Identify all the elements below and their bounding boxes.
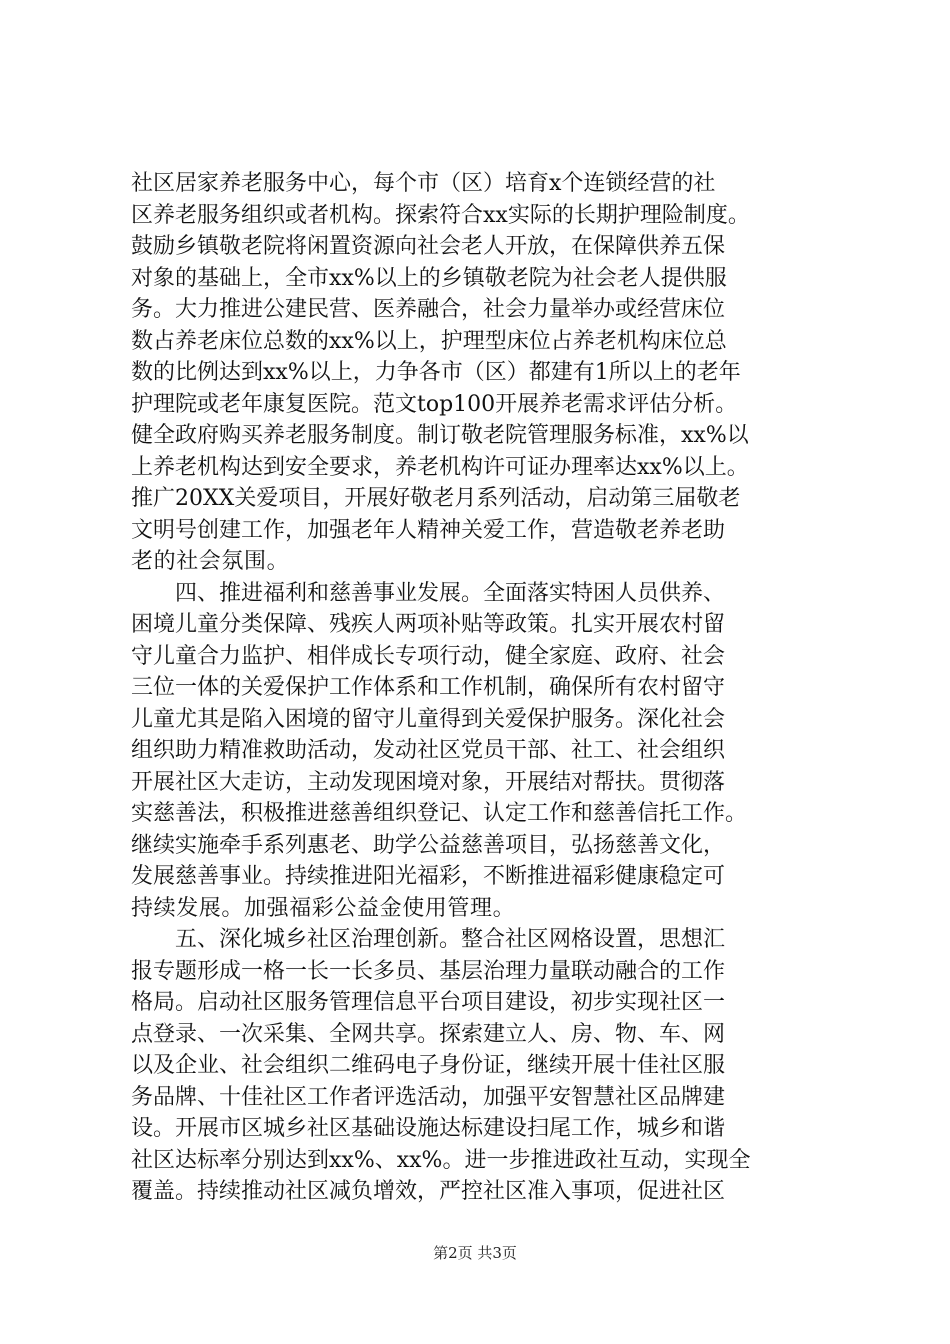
text-line: 实慈善法，积极推进慈善组织登记、认定工作和慈善信托工作。	[131, 801, 748, 826]
text-line: 持续发展。加强福彩公益金使用管理。	[131, 895, 516, 921]
text-line: 报专题形成一格一长一长多员、基层治理力量联动融合的工作	[131, 958, 726, 984]
text-line: 设。开展市区城乡社区基础设施达标建设扫尾工作，城乡和谐	[131, 1116, 726, 1141]
text-line: 儿童尤其是陷入困境的留守儿童得到关爱保护服务。深化社会	[131, 706, 726, 732]
document-body	[131, 168, 831, 1208]
text-line: 文明号创建工作，加强老年人精神关爱工作，营造敬老养老助	[131, 517, 726, 543]
text-line: 覆盖。持续推动社区减负增效，严控社区准入事项，促进社区	[131, 1179, 726, 1204]
page-footer: 第2页 共3页	[433, 1244, 517, 1262]
text-line: 老的社会氛围。	[131, 549, 290, 574]
text-line: 护理院或老年康复医院。范文top100开展养老需求评估分析。	[131, 391, 738, 417]
text-line: 数的比例达到xx%以上，力争各市（区）都建有1所以上的老年	[131, 360, 741, 385]
text-line: 鼓励乡镇敬老院将闲置资源向社会老人开放，在保障供养五保	[131, 234, 726, 259]
text-line: 继续实施牵手系列惠老、助学公益慈善项目，弘扬慈善文化，	[131, 832, 726, 858]
text-line: 社区达标率分别达到xx%、xx%。进一步推进政社互动，实现全	[131, 1147, 751, 1173]
text-line: 三位一体的关爱保护工作体系和工作机制，确保所有农村留守	[131, 675, 726, 700]
text-line: 四、推进福利和慈善事业发展。全面落实特困人员供养、	[131, 580, 726, 606]
text-line: 以及企业、社会组织二维码电子身份证，继续开展十佳社区服	[131, 1053, 726, 1078]
text-line: 点登录、一次采集、全网共享。探索建立人、房、物、车、网	[131, 1021, 726, 1047]
text-line: 对象的基础上，全市xx%以上的乡镇敬老院为社会老人提供服	[131, 265, 727, 291]
text-line: 组织助力精准救助活动，发动社区党员干部、社工、社会组织	[131, 738, 726, 763]
text-line: 务。大力推进公建民营、医养融合，社会力量举办或经营床位	[131, 297, 726, 322]
text-line: 区养老服务组织或者机构。探索符合xx实际的长期护理险制度。	[131, 202, 750, 228]
text-line: 开展社区大走访，主动发现困境对象，开展结对帮扶。贯彻落	[131, 769, 726, 795]
text-line: 守儿童合力监护、相伴成长专项行动，健全家庭、政府、社会	[131, 643, 726, 669]
text-line: 五、深化城乡社区治理创新。整合社区网格设置，思想汇	[131, 927, 726, 952]
text-line: 推广20XX关爱项目，开展好敬老月系列活动，启动第三届敬老	[131, 486, 741, 511]
text-line: 务品牌、十佳社区工作者评选活动，加强平安智慧社区品牌建	[131, 1084, 726, 1110]
text-line: 困境儿童分类保障、残疾人两项补贴等政策。扎实开展农村留	[131, 612, 726, 637]
text-line: 社区居家养老服务中心，每个市（区）培育x个连锁经营的社	[131, 171, 716, 196]
text-line: 格局。启动社区服务管理信息平台项目建设，初步实现社区一	[131, 990, 726, 1015]
text-line: 健全政府购买养老服务制度。制订敬老院管理服务标准，xx%以	[131, 423, 749, 448]
text-line: 数占养老床位总数的xx%以上，护理型床位占养老机构床位总	[131, 328, 727, 354]
text-line: 上养老机构达到安全要求，养老机构许可证办理率达xx%以上。	[131, 454, 749, 480]
text-line: 发展慈善事业。持续推进阳光福彩，不断推进福彩健康稳定可	[131, 864, 726, 889]
